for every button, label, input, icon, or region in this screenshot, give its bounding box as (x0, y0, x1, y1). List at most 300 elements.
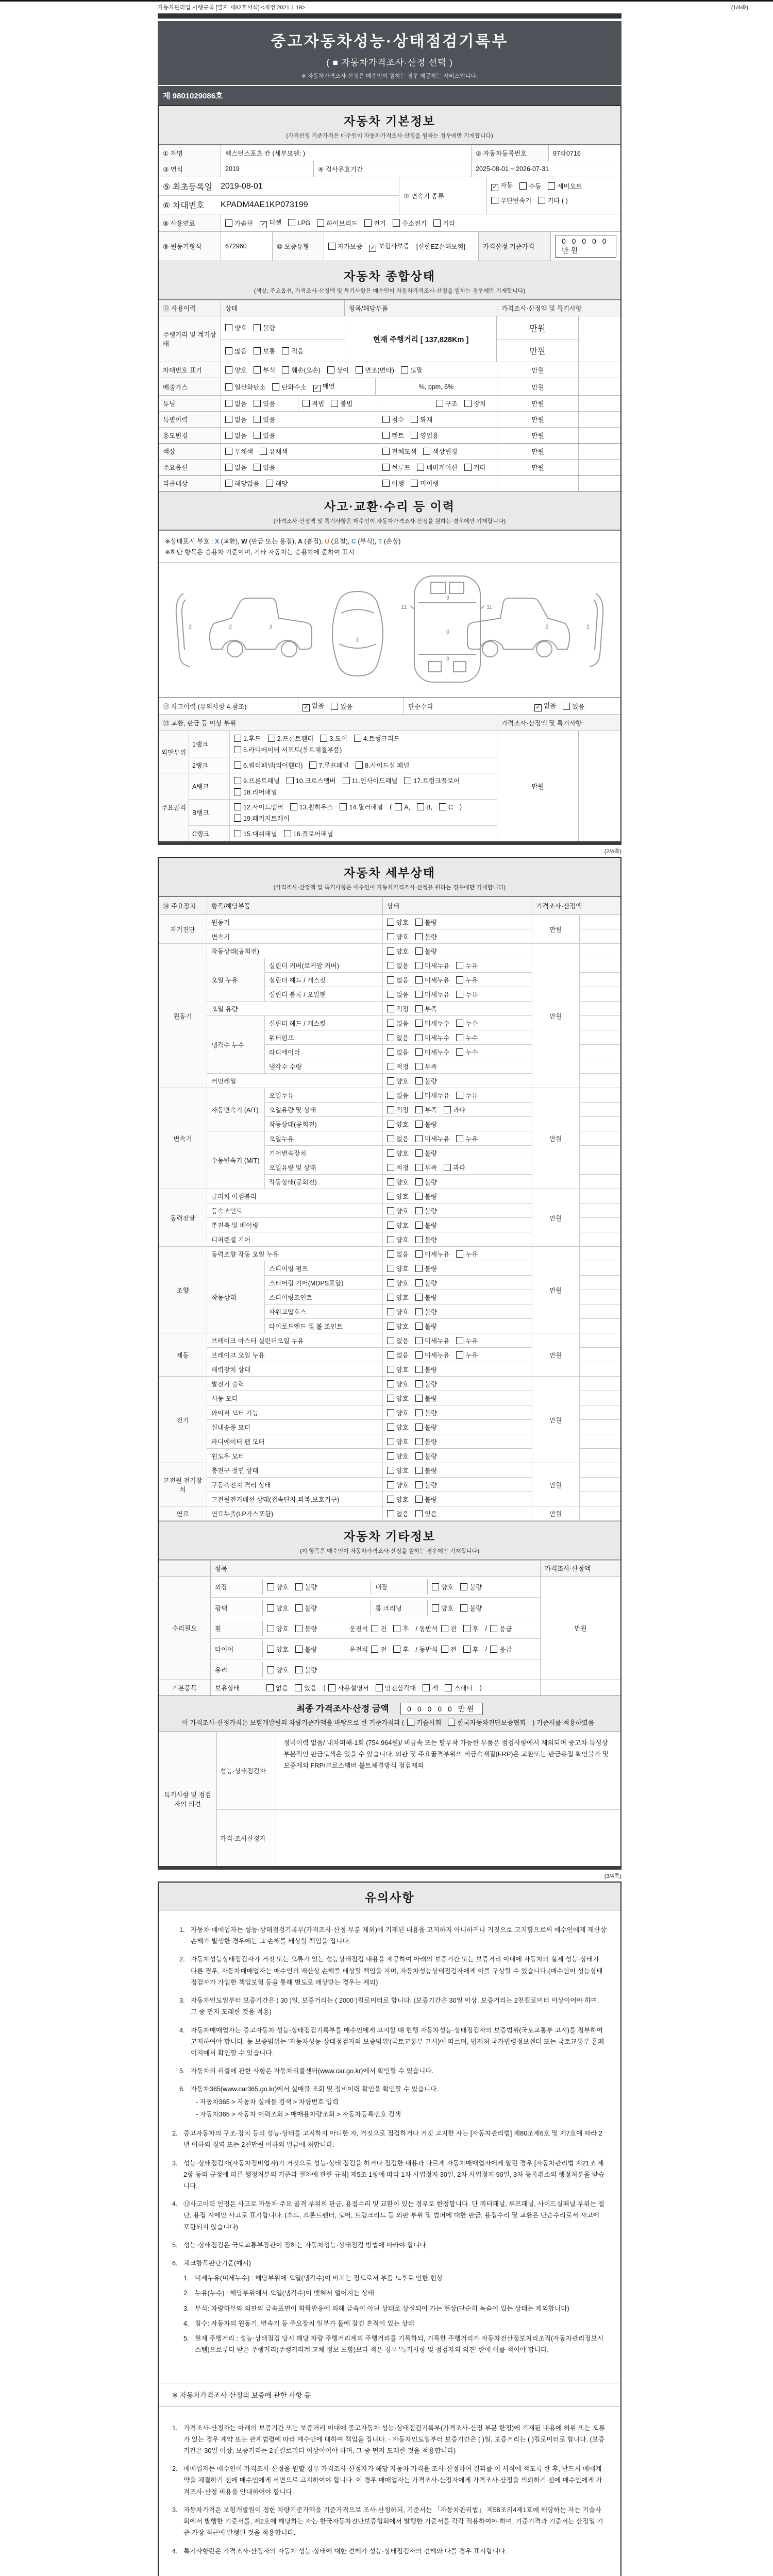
checkbox-option[interactable] (328, 1683, 368, 1692)
checkbox-option[interactable] (456, 1020, 478, 1027)
checkbox-option[interactable] (225, 218, 253, 228)
checkbox-option[interactable] (415, 1035, 449, 1042)
checkbox-icon[interactable] (387, 1020, 394, 1027)
checkbox-option[interactable] (534, 701, 556, 711)
checkbox-option[interactable] (387, 1366, 409, 1374)
checkbox-icon[interactable] (254, 400, 261, 407)
checkbox-option[interactable] (387, 1410, 409, 1417)
checkbox-icon[interactable] (387, 1063, 394, 1070)
checkbox-icon[interactable] (460, 1583, 467, 1590)
checkbox-option[interactable] (387, 1265, 409, 1273)
checkbox-icon[interactable] (327, 366, 334, 374)
checkbox-option[interactable] (234, 814, 290, 823)
checkbox-option[interactable] (295, 1582, 317, 1591)
checkbox-icon[interactable] (387, 976, 394, 984)
checkbox-option[interactable] (295, 1603, 317, 1613)
checkbox-icon[interactable] (463, 1625, 470, 1632)
checkbox-icon[interactable] (415, 1178, 423, 1185)
checkbox-icon[interactable] (267, 1583, 274, 1590)
checkbox-option[interactable] (225, 479, 259, 488)
checkbox-icon[interactable] (448, 1719, 455, 1726)
checkbox-icon[interactable] (225, 480, 232, 487)
checkbox-icon[interactable] (456, 962, 463, 969)
checkbox-option[interactable] (464, 463, 486, 472)
checkbox-icon[interactable] (415, 1121, 423, 1128)
checkbox-icon[interactable] (563, 703, 570, 710)
checkbox-option[interactable] (456, 1337, 478, 1345)
checkbox-option[interactable] (415, 977, 449, 984)
checkbox-icon[interactable] (376, 1684, 383, 1691)
checkbox-option[interactable] (234, 802, 283, 811)
checkbox-icon[interactable] (415, 1510, 423, 1517)
checkbox-option[interactable] (282, 346, 304, 355)
checkbox-option[interactable] (415, 1121, 437, 1128)
checkbox-option[interactable] (415, 1193, 437, 1200)
checkbox-option[interactable] (395, 803, 410, 811)
checkbox-option[interactable] (382, 479, 404, 488)
checkbox-option[interactable] (415, 1424, 437, 1431)
checkbox-option[interactable] (267, 1665, 289, 1674)
checkbox-icon[interactable] (415, 1351, 423, 1359)
checkbox-option[interactable] (340, 802, 383, 811)
checkbox-option[interactable] (254, 365, 275, 375)
checkbox-option[interactable] (387, 1482, 409, 1489)
checkbox-option[interactable] (369, 241, 409, 252)
checkbox-icon[interactable] (415, 1496, 423, 1503)
checkbox-option[interactable] (234, 745, 342, 754)
checkbox-option[interactable] (411, 431, 439, 440)
checkbox-icon[interactable] (423, 448, 430, 455)
checkbox-icon[interactable] (415, 1423, 423, 1431)
checkbox-option[interactable] (267, 1582, 289, 1591)
checkbox-icon[interactable] (266, 480, 273, 487)
checkbox-icon[interactable] (295, 1583, 303, 1590)
checkbox-icon[interactable]: ✓ (260, 221, 267, 228)
checkbox-option[interactable] (328, 242, 362, 251)
checkbox-option[interactable] (415, 1049, 449, 1056)
checkbox-icon[interactable] (254, 432, 261, 439)
checkbox-icon[interactable] (441, 1646, 448, 1653)
checkbox-icon[interactable] (387, 1496, 394, 1503)
checkbox-icon[interactable] (354, 735, 361, 742)
checkbox-icon[interactable] (295, 1646, 303, 1653)
checkbox-icon[interactable] (225, 383, 232, 391)
checkbox-icon[interactable] (387, 1193, 394, 1200)
checkbox-option[interactable] (387, 1453, 409, 1460)
checkbox-icon[interactable] (371, 1625, 378, 1632)
checkbox-icon[interactable] (387, 1481, 394, 1488)
checkbox-option[interactable] (456, 1136, 478, 1143)
checkbox-option[interactable] (456, 1251, 478, 1258)
checkbox-icon[interactable] (401, 366, 408, 374)
checkbox-option[interactable] (456, 1049, 478, 1056)
checkbox-icon[interactable] (415, 1366, 423, 1373)
checkbox-option[interactable] (415, 1294, 437, 1301)
checkbox-icon[interactable] (387, 1351, 394, 1359)
checkbox-icon[interactable] (456, 1135, 463, 1142)
checkbox-option[interactable] (234, 776, 280, 785)
checkbox-icon[interactable] (387, 1510, 394, 1517)
checkbox-icon[interactable] (387, 933, 394, 940)
checkbox-icon[interactable] (415, 947, 423, 955)
checkbox-icon[interactable] (387, 1380, 394, 1387)
checkbox-icon[interactable] (415, 1409, 423, 1416)
checkbox-option[interactable] (456, 1352, 478, 1359)
checkbox-icon[interactable]: ✓ (303, 704, 310, 711)
checkbox-option[interactable] (387, 1208, 409, 1215)
checkbox-option[interactable] (415, 1179, 437, 1186)
checkbox-icon[interactable] (290, 803, 297, 810)
checkbox-option[interactable] (456, 1092, 478, 1099)
checkbox-option[interactable] (415, 1222, 437, 1229)
checkbox-icon[interactable] (538, 197, 545, 204)
checkbox-icon[interactable]: ✓ (534, 704, 542, 711)
checkbox-icon[interactable] (254, 347, 261, 354)
checkbox-icon[interactable] (267, 1604, 274, 1612)
checkbox-icon[interactable] (267, 1646, 274, 1653)
checkbox-option[interactable] (225, 447, 253, 456)
checkbox-option[interactable] (490, 1645, 512, 1654)
checkbox-icon[interactable] (303, 400, 310, 407)
checkbox-option[interactable] (225, 431, 247, 440)
checkbox-option[interactable] (423, 447, 457, 456)
checkbox-icon[interactable] (433, 219, 441, 227)
checkbox-option[interactable] (519, 181, 541, 191)
checkbox-option[interactable] (548, 181, 582, 191)
checkbox-option[interactable] (382, 463, 410, 472)
checkbox-icon[interactable] (415, 991, 423, 998)
checkbox-option[interactable] (356, 760, 409, 770)
checkbox-icon[interactable] (456, 1092, 463, 1099)
checkbox-option[interactable] (393, 1645, 409, 1654)
checkbox-option[interactable] (225, 323, 247, 332)
checkbox-icon[interactable] (225, 347, 232, 354)
checkbox-option[interactable] (441, 1624, 457, 1633)
checkbox-icon[interactable] (387, 1222, 394, 1229)
checkbox-icon[interactable] (387, 1005, 394, 1012)
checkbox-option[interactable] (415, 1395, 437, 1402)
checkbox-icon[interactable] (423, 1684, 430, 1691)
checkbox-option[interactable] (423, 1683, 438, 1692)
checkbox-option[interactable] (387, 1251, 409, 1258)
checkbox-option[interactable] (387, 1092, 409, 1099)
checkbox-option[interactable] (382, 447, 416, 456)
checkbox-option[interactable] (387, 1179, 409, 1186)
checkbox-icon[interactable] (328, 243, 335, 250)
checkbox-option[interactable] (225, 415, 247, 424)
checkbox-option[interactable] (415, 948, 437, 955)
checkbox-icon[interactable] (295, 1684, 302, 1691)
checkbox-icon[interactable] (295, 1604, 303, 1612)
checkbox-icon[interactable] (234, 830, 241, 837)
checkbox-icon[interactable] (456, 1337, 463, 1344)
checkbox-option[interactable] (439, 803, 453, 811)
checkbox-icon[interactable] (415, 1164, 423, 1171)
checkbox-option[interactable] (415, 991, 449, 998)
checkbox-option[interactable] (267, 1624, 289, 1633)
checkbox-option[interactable] (254, 399, 275, 408)
checkbox-option[interactable] (387, 1381, 409, 1388)
checkbox-icon[interactable] (266, 1684, 274, 1691)
checkbox-option[interactable] (415, 1092, 449, 1099)
checkbox-icon[interactable] (415, 976, 423, 984)
checkbox-option[interactable] (411, 479, 439, 488)
checkbox-option[interactable] (433, 218, 455, 228)
checkbox-icon[interactable] (387, 1121, 394, 1128)
checkbox-icon[interactable] (415, 1308, 423, 1315)
checkbox-icon[interactable] (340, 803, 347, 810)
checkbox-option[interactable] (225, 399, 247, 408)
checkbox-icon[interactable] (287, 777, 294, 784)
checkbox-icon[interactable] (415, 1135, 423, 1142)
checkbox-icon[interactable] (444, 1164, 451, 1171)
checkbox-option[interactable] (387, 1006, 409, 1013)
checkbox-icon[interactable] (387, 1323, 394, 1330)
checkbox-option[interactable] (456, 1035, 478, 1042)
checkbox-icon[interactable] (415, 1323, 423, 1330)
checkbox-option[interactable] (460, 1603, 482, 1613)
checkbox-option[interactable] (387, 1236, 409, 1244)
checkbox-option[interactable] (432, 1582, 453, 1591)
checkbox-icon[interactable] (356, 366, 363, 374)
checkbox-icon[interactable] (415, 919, 423, 926)
checkbox-icon[interactable] (387, 947, 394, 955)
checkbox-option[interactable] (354, 734, 400, 743)
checkbox-icon[interactable] (267, 1666, 274, 1673)
checkbox-option[interactable] (387, 948, 409, 955)
checkbox-icon[interactable] (225, 219, 232, 227)
checkbox-option[interactable] (417, 803, 432, 811)
checkbox-option[interactable] (415, 934, 437, 941)
checkbox-option[interactable] (371, 1645, 386, 1654)
checkbox-option[interactable] (327, 365, 349, 375)
checkbox-option[interactable] (415, 1265, 437, 1273)
checkbox-icon[interactable] (225, 448, 232, 455)
checkbox-option[interactable] (387, 1337, 409, 1345)
checkbox-option[interactable] (266, 479, 288, 488)
checkbox-icon[interactable] (404, 777, 411, 784)
checkbox-option[interactable] (393, 1624, 409, 1633)
checkbox-icon[interactable] (415, 962, 423, 969)
checkbox-option[interactable] (331, 399, 352, 408)
checkbox-icon[interactable] (415, 1034, 423, 1041)
checkbox-icon[interactable] (234, 815, 241, 822)
checkbox-option[interactable] (415, 1482, 437, 1489)
checkbox-option[interactable] (387, 1049, 409, 1056)
checkbox-icon[interactable] (393, 1625, 400, 1632)
checkbox-icon[interactable] (387, 1250, 394, 1258)
checkbox-option[interactable] (376, 1683, 416, 1692)
checkbox-option[interactable] (268, 734, 314, 743)
checkbox-option[interactable] (415, 1511, 437, 1518)
checkbox-icon[interactable] (387, 1149, 394, 1157)
checkbox-icon[interactable] (415, 1438, 423, 1445)
checkbox-option[interactable] (254, 463, 275, 472)
checkbox-icon[interactable] (387, 1106, 394, 1113)
checkbox-option[interactable] (356, 365, 394, 375)
checkbox-icon[interactable] (415, 1020, 423, 1027)
checkbox-icon[interactable] (460, 1604, 467, 1612)
checkbox-icon[interactable] (225, 416, 232, 423)
checkbox-icon[interactable] (456, 976, 463, 984)
checkbox-option[interactable] (464, 399, 486, 408)
checkbox-icon[interactable] (491, 197, 498, 204)
checkbox-icon[interactable] (444, 1106, 451, 1113)
checkbox-option[interactable] (234, 760, 303, 770)
checkbox-icon[interactable] (415, 1092, 423, 1099)
checkbox-option[interactable] (432, 1603, 453, 1613)
checkbox-option[interactable] (563, 702, 584, 711)
checkbox-option[interactable] (387, 1395, 409, 1402)
checkbox-option[interactable] (309, 760, 349, 770)
checkbox-option[interactable] (267, 1645, 289, 1654)
checkbox-icon[interactable] (382, 448, 390, 455)
checkbox-option[interactable] (382, 415, 404, 424)
checkbox-icon[interactable] (436, 400, 443, 407)
checkbox-option[interactable] (234, 829, 277, 838)
checkbox-option[interactable] (415, 1063, 437, 1071)
checkbox-icon[interactable] (387, 1395, 394, 1402)
checkbox-icon[interactable] (456, 1048, 463, 1056)
checkbox-option[interactable] (415, 1496, 437, 1503)
checkbox-icon[interactable] (364, 219, 372, 227)
checkbox-option[interactable] (266, 1683, 288, 1692)
checkbox-option[interactable] (415, 962, 449, 970)
checkbox-icon[interactable] (415, 1077, 423, 1084)
checkbox-option[interactable] (415, 1150, 437, 1157)
checkbox-icon[interactable] (456, 1351, 463, 1359)
checkbox-icon[interactable] (456, 1034, 463, 1041)
checkbox-icon[interactable] (417, 464, 424, 471)
checkbox-option[interactable] (254, 346, 275, 355)
checkbox-icon[interactable] (415, 1222, 423, 1229)
checkbox-option[interactable] (415, 1078, 437, 1085)
checkbox-icon[interactable] (415, 1337, 423, 1344)
checkbox-icon[interactable] (382, 464, 390, 471)
checkbox-icon[interactable] (387, 1034, 394, 1041)
checkbox-option[interactable] (254, 431, 275, 440)
checkbox-option[interactable] (415, 1136, 449, 1143)
checkbox-icon[interactable] (234, 746, 241, 753)
checkbox-option[interactable] (415, 1381, 437, 1388)
checkbox-option[interactable] (448, 1719, 526, 1726)
checkbox-icon[interactable] (371, 1646, 378, 1653)
checkbox-option[interactable] (387, 1063, 409, 1071)
checkbox-icon[interactable] (268, 735, 275, 742)
checkbox-option[interactable] (415, 1020, 449, 1027)
checkbox-icon[interactable] (407, 1719, 414, 1726)
checkbox-icon[interactable] (417, 803, 424, 810)
checkbox-option[interactable] (444, 1107, 465, 1114)
checkbox-icon[interactable] (295, 1666, 303, 1673)
checkbox-option[interactable] (225, 365, 247, 375)
checkbox-option[interactable] (387, 1164, 409, 1172)
checkbox-option[interactable] (436, 399, 458, 408)
checkbox-icon[interactable] (254, 416, 261, 423)
checkbox-option[interactable] (415, 1352, 449, 1359)
checkbox-icon[interactable] (519, 182, 527, 190)
checkbox-icon[interactable] (387, 1092, 394, 1099)
checkbox-option[interactable] (415, 1453, 437, 1460)
checkbox-icon[interactable] (411, 432, 418, 439)
checkbox-option[interactable] (415, 1467, 437, 1475)
checkbox-icon[interactable] (395, 803, 402, 810)
checkbox-icon[interactable] (463, 1646, 470, 1653)
checkbox-option[interactable] (234, 734, 261, 743)
checkbox-option[interactable] (288, 219, 310, 227)
checkbox-icon[interactable] (387, 1409, 394, 1416)
checkbox-icon[interactable]: ✓ (313, 385, 321, 392)
checkbox-option[interactable] (364, 218, 386, 228)
checkbox-icon[interactable] (267, 1625, 274, 1632)
checkbox-icon[interactable] (225, 432, 232, 439)
checkbox-option[interactable] (444, 1164, 465, 1172)
checkbox-option[interactable] (407, 1719, 441, 1726)
checkbox-icon[interactable] (387, 1294, 394, 1301)
checkbox-icon[interactable] (490, 1625, 497, 1632)
checkbox-option[interactable] (331, 702, 352, 711)
checkbox-icon[interactable] (415, 1395, 423, 1402)
checkbox-option[interactable] (456, 977, 478, 984)
checkbox-option[interactable] (415, 1323, 437, 1330)
checkbox-option[interactable] (387, 962, 409, 970)
checkbox-option[interactable] (254, 323, 275, 332)
checkbox-option[interactable] (404, 776, 460, 785)
checkbox-icon[interactable] (415, 1236, 423, 1243)
checkbox-option[interactable] (415, 1107, 437, 1114)
checkbox-icon[interactable] (288, 219, 295, 226)
checkbox-option[interactable] (415, 1410, 437, 1417)
checkbox-icon[interactable] (328, 1684, 335, 1691)
checkbox-icon[interactable] (387, 919, 394, 926)
checkbox-option[interactable] (234, 787, 277, 796)
checkbox-icon[interactable] (411, 416, 418, 423)
checkbox-option[interactable] (295, 1665, 317, 1674)
checkbox-icon[interactable]: ✓ (491, 184, 498, 191)
checkbox-icon[interactable] (439, 803, 446, 810)
checkbox-icon[interactable] (490, 1646, 497, 1653)
checkbox-option[interactable] (441, 1645, 457, 1654)
checkbox-option[interactable] (387, 1424, 409, 1431)
checkbox-icon[interactable] (387, 991, 394, 998)
checkbox-icon[interactable] (415, 1063, 423, 1070)
checkbox-icon[interactable] (415, 1467, 423, 1474)
checkbox-icon[interactable] (387, 1438, 394, 1445)
checkbox-option[interactable] (387, 1193, 409, 1200)
checkbox-option[interactable] (387, 1121, 409, 1128)
checkbox-icon[interactable] (548, 182, 555, 190)
checkbox-icon[interactable] (282, 366, 289, 374)
checkbox-option[interactable] (387, 1150, 409, 1157)
checkbox-option[interactable] (538, 196, 567, 205)
checkbox-icon[interactable] (309, 761, 316, 769)
checkbox-icon[interactable] (387, 1236, 394, 1243)
checkbox-icon[interactable] (415, 1294, 423, 1301)
checkbox-icon[interactable] (225, 366, 232, 374)
checkbox-icon[interactable] (387, 962, 394, 969)
checkbox-option[interactable] (382, 431, 404, 440)
checkbox-option[interactable] (415, 1006, 437, 1013)
checkbox-option[interactable] (387, 1078, 409, 1085)
checkbox-option[interactable] (295, 1624, 317, 1633)
checkbox-option[interactable] (387, 1136, 409, 1143)
checkbox-icon[interactable] (445, 1684, 452, 1691)
checkbox-icon[interactable] (282, 347, 289, 354)
checkbox-option[interactable] (267, 1603, 289, 1613)
checkbox-option[interactable] (284, 829, 333, 838)
checkbox-option[interactable] (445, 1683, 473, 1692)
checkbox-option[interactable] (290, 802, 333, 811)
